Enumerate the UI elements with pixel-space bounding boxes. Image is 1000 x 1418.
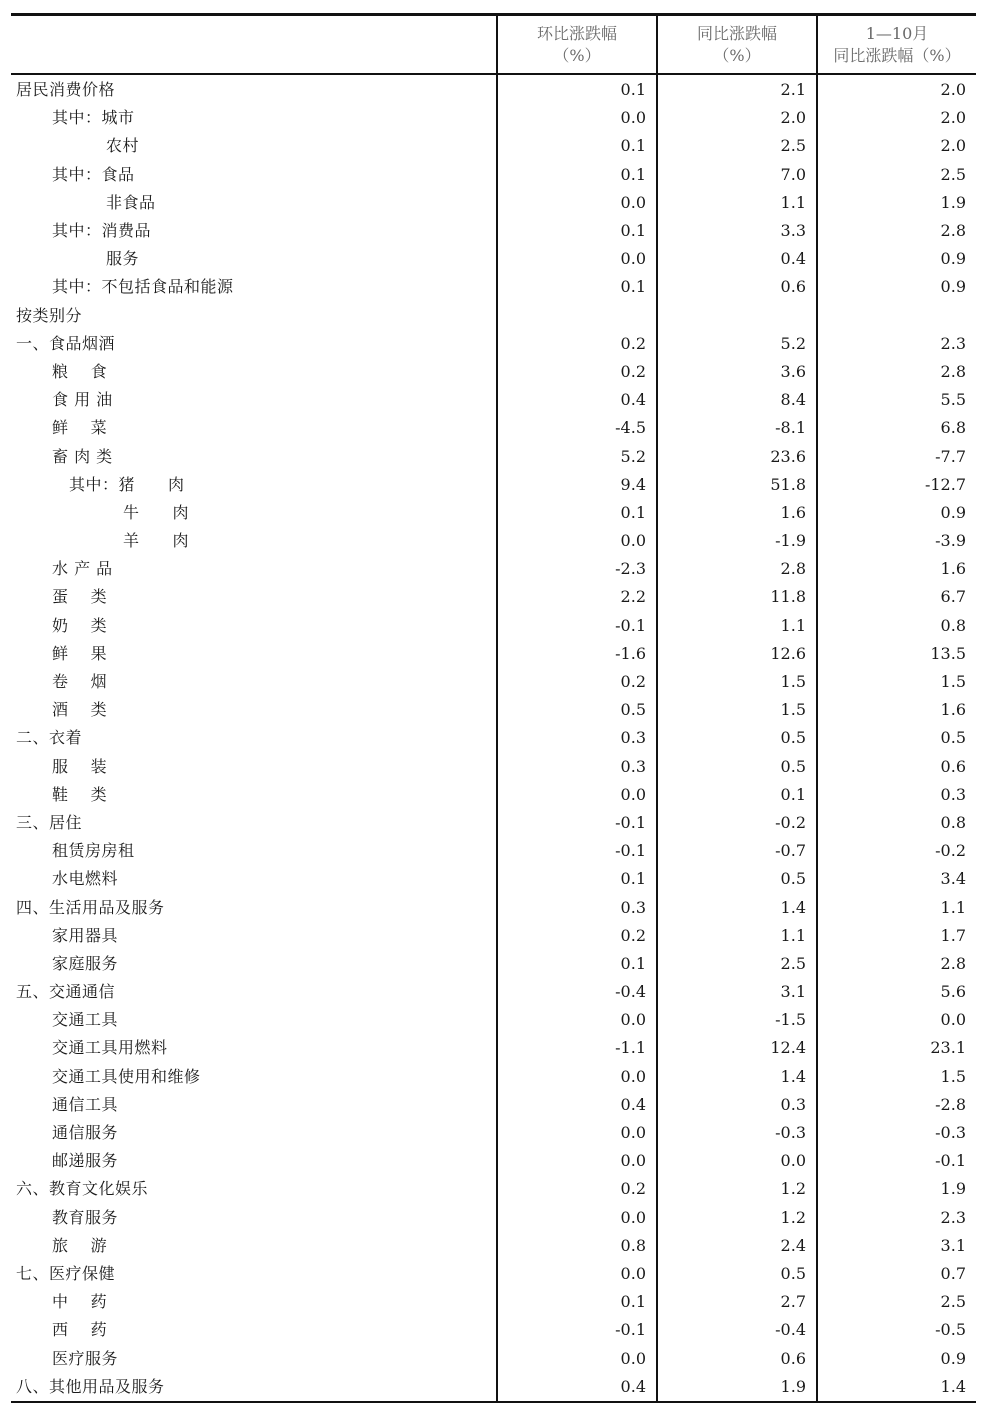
ytd-value: 13.5: [817, 640, 976, 668]
mom-value: -1.6: [497, 640, 657, 668]
ytd-value: 2.0: [817, 104, 976, 132]
row-label: 粮 食: [52, 361, 108, 381]
table-row: [11, 330, 976, 358]
row-label: 租赁房房租: [52, 841, 135, 861]
row-label: 医疗服务: [52, 1348, 119, 1368]
table-row: [11, 1344, 976, 1372]
ytd-value: -3.9: [817, 527, 976, 555]
mom-value: 0.2: [497, 330, 657, 358]
yoy-value: 0.5: [657, 724, 817, 752]
mom-value: -0.1: [497, 612, 657, 640]
ytd-value: 1.6: [817, 696, 976, 724]
table-row: [11, 555, 976, 583]
header-yoy-line-1: 同比涨跌幅: [696, 23, 777, 43]
mom-value: 0.0: [497, 1063, 657, 1091]
mom-value: 0.2: [497, 358, 657, 386]
mom-value: [497, 302, 657, 330]
table-row: [11, 471, 976, 499]
ytd-value: 1.5: [817, 668, 976, 696]
table-row: [11, 1063, 976, 1091]
yoy-value: 1.5: [657, 668, 817, 696]
row-label: 交通工具: [52, 1010, 119, 1030]
mom-value: 0.1: [497, 161, 657, 189]
yoy-value: -0.2: [657, 809, 817, 837]
cpi-table: [11, 13, 976, 1403]
yoy-value: 2.5: [657, 950, 817, 978]
yoy-value: 3.3: [657, 217, 817, 245]
mom-value: 0.0: [497, 104, 657, 132]
yoy-value: 0.0: [657, 1147, 817, 1175]
mom-value: -2.3: [497, 555, 657, 583]
ytd-value: 3.4: [817, 865, 976, 893]
yoy-value: [657, 302, 817, 330]
mom-value: 0.4: [497, 1091, 657, 1119]
mom-value: 0.0: [497, 527, 657, 555]
table-row: [11, 217, 976, 245]
header-yoy-line-2: （%）: [713, 45, 761, 65]
yoy-value: -0.7: [657, 837, 817, 865]
table-row: [11, 245, 976, 273]
mom-value: 0.3: [497, 753, 657, 781]
table-row: [11, 442, 976, 470]
table-row: [11, 189, 976, 217]
ytd-value: 2.8: [817, 950, 976, 978]
header-label-blank: [11, 15, 497, 75]
mom-value: 0.1: [497, 950, 657, 978]
ytd-value: 6.7: [817, 583, 976, 611]
row-label: 通信工具: [52, 1094, 119, 1114]
table-row: [11, 1034, 976, 1062]
table-row: [11, 837, 976, 865]
yoy-value: 0.6: [657, 1344, 817, 1372]
ytd-value: 0.9: [817, 499, 976, 527]
table-row: [11, 922, 976, 950]
row-label: 其中：消费品: [52, 221, 152, 241]
ytd-value: -7.7: [817, 442, 976, 470]
mom-value: -0.1: [497, 809, 657, 837]
ytd-value: 1.6: [817, 555, 976, 583]
yoy-value: 0.5: [657, 753, 817, 781]
ytd-value: 0.6: [817, 753, 976, 781]
row-label: 七、医疗保健: [16, 1263, 116, 1283]
mom-value: 0.3: [497, 724, 657, 752]
table-row: [11, 724, 976, 752]
header-ytd-line-1: 1—10月: [865, 23, 929, 43]
ytd-value: -0.2: [817, 837, 976, 865]
ytd-value: -0.1: [817, 1147, 976, 1175]
table-row: [11, 583, 976, 611]
row-label: 一、食品烟酒: [16, 333, 116, 353]
yoy-value: 5.2: [657, 330, 817, 358]
ytd-value: 23.1: [817, 1034, 976, 1062]
table-row: [11, 1119, 976, 1147]
table-row: [11, 1006, 976, 1034]
ytd-value: 2.5: [817, 161, 976, 189]
yoy-value: 3.6: [657, 358, 817, 386]
mom-value: 9.4: [497, 471, 657, 499]
row-label: 教育服务: [52, 1207, 119, 1227]
mom-value: 0.0: [497, 1344, 657, 1372]
row-label: 通信服务: [52, 1123, 119, 1143]
row-label: 交通工具用燃料: [52, 1038, 168, 1058]
yoy-value: 0.3: [657, 1091, 817, 1119]
yoy-value: 0.4: [657, 245, 817, 273]
table-row: [11, 132, 976, 160]
row-label: 其中：猪 肉: [69, 474, 185, 494]
row-label: 交通工具使用和维修: [52, 1066, 201, 1086]
yoy-value: 1.2: [657, 1204, 817, 1232]
mom-value: 0.0: [497, 245, 657, 273]
row-label: 羊 肉: [123, 531, 190, 551]
ytd-value: 0.3: [817, 781, 976, 809]
mom-value: 0.0: [497, 189, 657, 217]
row-label: 水 产 品: [52, 559, 113, 579]
mom-value: 0.0: [497, 1260, 657, 1288]
table-row: [11, 161, 976, 189]
yoy-value: -8.1: [657, 414, 817, 442]
table-row: [11, 696, 976, 724]
yoy-value: 12.4: [657, 1034, 817, 1062]
table-row: [11, 893, 976, 921]
row-label: 鲜 菜: [52, 418, 108, 438]
mom-value: 0.1: [497, 273, 657, 301]
row-label: 鲜 果: [52, 643, 108, 663]
yoy-value: 2.5: [657, 132, 817, 160]
row-label: 服务: [106, 249, 140, 269]
ytd-value: 2.8: [817, 217, 976, 245]
ytd-value: 0.7: [817, 1260, 976, 1288]
yoy-value: 3.1: [657, 978, 817, 1006]
ytd-value: -2.8: [817, 1091, 976, 1119]
yoy-value: 0.5: [657, 1260, 817, 1288]
row-label: 旅 游: [52, 1235, 108, 1255]
table-row: [11, 978, 976, 1006]
yoy-value: 51.8: [657, 471, 817, 499]
yoy-value: 7.0: [657, 161, 817, 189]
header-mom: [497, 15, 657, 75]
table-row: [11, 74, 976, 104]
ytd-value: 1.9: [817, 189, 976, 217]
ytd-value: 6.8: [817, 414, 976, 442]
mom-value: 2.2: [497, 583, 657, 611]
table-row: [11, 950, 976, 978]
ytd-value: 3.1: [817, 1232, 976, 1260]
ytd-value: 5.6: [817, 978, 976, 1006]
ytd-value: -12.7: [817, 471, 976, 499]
yoy-value: 23.6: [657, 442, 817, 470]
row-label: 按类别分: [16, 305, 83, 325]
row-label: 卷 烟: [52, 672, 108, 692]
yoy-value: 2.0: [657, 104, 817, 132]
row-label: 邮递服务: [52, 1151, 119, 1171]
mom-value: 0.4: [497, 1373, 657, 1402]
header-yoy: [657, 15, 817, 75]
mom-value: 0.5: [497, 696, 657, 724]
ytd-value: 1.7: [817, 922, 976, 950]
mom-value: 0.0: [497, 781, 657, 809]
mom-value: 0.1: [497, 74, 657, 104]
table-row: [11, 753, 976, 781]
table-row: [11, 612, 976, 640]
table-row: [11, 273, 976, 301]
yoy-value: 11.8: [657, 583, 817, 611]
yoy-value: 12.6: [657, 640, 817, 668]
table-row: [11, 668, 976, 696]
row-label: 鞋 类: [52, 784, 108, 804]
yoy-value: -0.4: [657, 1316, 817, 1344]
yoy-value: 1.9: [657, 1373, 817, 1402]
table-row: [11, 104, 976, 132]
mom-value: 0.0: [497, 1204, 657, 1232]
table-header: [11, 15, 976, 75]
yoy-value: 0.1: [657, 781, 817, 809]
mom-value: -0.1: [497, 837, 657, 865]
table-row: [11, 1260, 976, 1288]
mom-value: -0.4: [497, 978, 657, 1006]
ytd-value: -0.3: [817, 1119, 976, 1147]
header-row: [11, 15, 976, 75]
mom-value: 0.4: [497, 386, 657, 414]
table-row: [11, 302, 976, 330]
yoy-value: -1.5: [657, 1006, 817, 1034]
ytd-value: 2.3: [817, 330, 976, 358]
yoy-value: 8.4: [657, 386, 817, 414]
table-row: [11, 1204, 976, 1232]
row-label: 二、衣着: [16, 728, 83, 748]
yoy-value: 0.6: [657, 273, 817, 301]
yoy-value: 1.6: [657, 499, 817, 527]
table-row: [11, 1232, 976, 1260]
row-label: 水电燃料: [52, 869, 119, 889]
mom-value: 0.1: [497, 132, 657, 160]
row-label: 五、交通通信: [16, 982, 116, 1002]
ytd-value: 2.0: [817, 74, 976, 104]
row-label: 其中：食品: [52, 164, 135, 184]
ytd-value: 2.3: [817, 1204, 976, 1232]
yoy-value: 1.1: [657, 189, 817, 217]
ytd-value: 0.9: [817, 1344, 976, 1372]
ytd-value: 1.9: [817, 1175, 976, 1203]
mom-value: -4.5: [497, 414, 657, 442]
table-row: [11, 1288, 976, 1316]
yoy-value: 0.5: [657, 865, 817, 893]
row-label: 居民消费价格: [16, 80, 116, 100]
mom-value: 0.0: [497, 1147, 657, 1175]
table-row: [11, 865, 976, 893]
yoy-value: 1.1: [657, 612, 817, 640]
table-row: [11, 781, 976, 809]
row-label: 家用器具: [52, 925, 119, 945]
ytd-value: 2.5: [817, 1288, 976, 1316]
mom-value: 0.2: [497, 668, 657, 696]
table-row: [11, 1316, 976, 1344]
mom-value: 0.2: [497, 1175, 657, 1203]
mom-value: 0.0: [497, 1119, 657, 1147]
mom-value: 0.2: [497, 922, 657, 950]
mom-value: 5.2: [497, 442, 657, 470]
mom-value: 0.8: [497, 1232, 657, 1260]
ytd-value: 2.0: [817, 132, 976, 160]
yoy-value: 2.7: [657, 1288, 817, 1316]
header-mom-line-2: （%）: [553, 45, 601, 65]
table-body: [11, 74, 976, 1402]
ytd-value: 0.9: [817, 245, 976, 273]
row-label: 农村: [106, 136, 140, 156]
yoy-value: -0.3: [657, 1119, 817, 1147]
ytd-value: -0.5: [817, 1316, 976, 1344]
table-row: [11, 1147, 976, 1175]
ytd-value: 2.8: [817, 358, 976, 386]
ytd-value: 0.8: [817, 612, 976, 640]
row-label: 家庭服务: [52, 953, 119, 973]
ytd-value: 5.5: [817, 386, 976, 414]
row-label: 三、居住: [16, 812, 83, 832]
table-row: [11, 640, 976, 668]
ytd-value: 1.5: [817, 1063, 976, 1091]
header-ytd: [817, 15, 976, 75]
table-row: [11, 1175, 976, 1203]
mom-value: 0.1: [497, 865, 657, 893]
row-label: 牛 肉: [123, 502, 190, 522]
row-label: 服 装: [52, 756, 108, 776]
yoy-value: 1.4: [657, 1063, 817, 1091]
row-label: 西 药: [52, 1320, 108, 1340]
ytd-value: 0.9: [817, 273, 976, 301]
row-label: 八、其他用品及服务: [11, 1373, 497, 1402]
ytd-value: 0.8: [817, 809, 976, 837]
table-row: [11, 386, 976, 414]
row-label: 六、教育文化娱乐: [16, 1179, 149, 1199]
table-row: [11, 527, 976, 555]
row-label: 畜 肉 类: [52, 446, 113, 466]
row-label: 四、生活用品及服务: [16, 897, 165, 917]
mom-value: -0.1: [497, 1316, 657, 1344]
yoy-value: 2.8: [657, 555, 817, 583]
mom-value: 0.1: [497, 499, 657, 527]
ytd-value: [817, 302, 976, 330]
mom-value: -1.1: [497, 1034, 657, 1062]
row-label: 其中：不包括食品和能源: [52, 277, 234, 297]
mom-value: 0.0: [497, 1006, 657, 1034]
mom-value: 0.1: [497, 1288, 657, 1316]
row-label: 非食品: [106, 192, 156, 212]
ytd-value: 1.4: [817, 1373, 976, 1402]
mom-value: 0.3: [497, 893, 657, 921]
row-label: 其中：城市: [52, 108, 135, 128]
yoy-value: 1.2: [657, 1175, 817, 1203]
ytd-value: 1.1: [817, 893, 976, 921]
table-row: [11, 809, 976, 837]
table-row: [11, 1091, 976, 1119]
yoy-value: 2.4: [657, 1232, 817, 1260]
table-row: [11, 1373, 976, 1402]
yoy-value: 1.5: [657, 696, 817, 724]
ytd-value: 0.5: [817, 724, 976, 752]
row-label: 食 用 油: [52, 390, 113, 410]
yoy-value: 1.1: [657, 922, 817, 950]
yoy-value: -1.9: [657, 527, 817, 555]
table-row: [11, 414, 976, 442]
header-ytd-line-2: 同比涨跌幅（%）: [833, 45, 961, 65]
table-row: [11, 358, 976, 386]
row-label: 奶 类: [52, 615, 108, 635]
ytd-value: 0.0: [817, 1006, 976, 1034]
mom-value: 0.1: [497, 217, 657, 245]
row-label: 酒 类: [52, 700, 108, 720]
table-row: [11, 499, 976, 527]
row-label: 中 药: [52, 1292, 108, 1312]
yoy-value: 1.4: [657, 893, 817, 921]
header-mom-line-1: 环比涨跌幅: [536, 23, 617, 43]
row-label: 蛋 类: [52, 587, 108, 607]
yoy-value: 2.1: [657, 74, 817, 104]
